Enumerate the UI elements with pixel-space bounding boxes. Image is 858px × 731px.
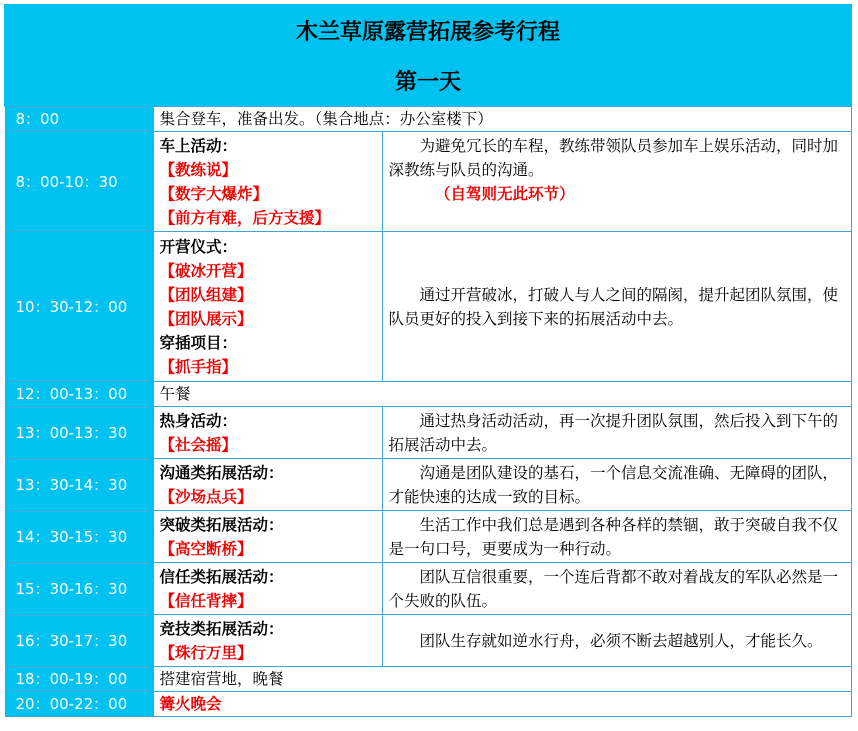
activity-cell — [153, 692, 851, 717]
activity-cell — [153, 407, 382, 459]
activity-item: 【社会摇】 — [159, 435, 238, 454]
description-text: 团队互信很重要，一个连后背都不敢对着战友的军队必然是一个失败的队伍。 — [388, 567, 839, 610]
activity-cell — [153, 132, 382, 232]
activity-item: 【高空断桥】 — [159, 539, 253, 558]
activity-label: 穿插项目： — [159, 333, 238, 352]
activity-item: 【破冰开营】 — [159, 261, 253, 280]
description-cell — [382, 232, 851, 382]
activity-item: 【抓手指】 — [159, 357, 238, 376]
description-cell — [382, 132, 851, 232]
table-row — [5, 382, 851, 407]
description-note: （自驾则无此环节） — [435, 185, 575, 203]
activity-item: 【团队展示】 — [159, 309, 253, 328]
activity-label: 沟通类拓展活动： — [159, 463, 284, 482]
description-cell — [382, 407, 851, 459]
table-row — [5, 692, 851, 717]
description-cell — [382, 459, 851, 511]
activity-label: 开营仪式： — [159, 237, 238, 256]
activity-item: 篝火晚会 — [159, 695, 222, 713]
description-text: 通过热身活动活动，再一次提升团队氛围，然后投入到下午的拓展活动中去。 — [388, 411, 839, 454]
activity-label: 车上活动： — [159, 136, 238, 155]
description-text: 团队生存就如逆水行舟，必须不断去超越别人，才能长久。 — [419, 631, 823, 650]
description-text: 生活工作中我们总是遇到各种各样的禁锢，敢于突破自我不仅是一句口号，更要成为一种行动。 — [388, 515, 839, 558]
activity-cell: 午餐 — [153, 382, 851, 407]
activity-label: 竞技类拓展活动： — [159, 619, 284, 638]
activity-item: 【团队组建】 — [159, 285, 253, 304]
page-title: 木兰草原露营拓展参考行程 — [5, 5, 851, 58]
activity-label: 信任类拓展活动： — [159, 567, 284, 586]
table-row — [5, 232, 851, 382]
table-row — [5, 615, 851, 667]
description-text: 沟通是团队建设的基石，一个信息交流准确、无障碍的团队，才能快速的达成一致的目标。 — [388, 463, 839, 506]
description-cell — [382, 511, 851, 563]
activity-cell: 搭建宿营地，晚餐 — [153, 667, 851, 692]
time-cell: 18：00-19：00 — [5, 667, 153, 692]
activity-cell — [153, 511, 382, 563]
itinerary-table — [4, 4, 852, 717]
activity-item: 【珠行万里】 — [159, 643, 253, 662]
activity-cell — [153, 615, 382, 667]
time-cell: 12：00-13：00 — [5, 382, 153, 407]
activity-cell — [153, 459, 382, 511]
activity-item: 【教练说】 — [159, 160, 238, 179]
activity-cell — [153, 563, 382, 615]
table-row — [5, 132, 851, 232]
description-text: 通过开营破冰，打破人与人之间的隔阂，提升起团队氛围，使队员更好的投入到接下来的拓展活动中去。 — [388, 285, 839, 328]
table-row — [5, 563, 851, 615]
table-row — [5, 459, 851, 511]
time-cell: 10：30-12：00 — [5, 232, 153, 382]
table-row — [5, 667, 851, 692]
activity-item: 【前方有难，后方支援】 — [159, 208, 331, 227]
time-cell: 13：30-14：30 — [5, 459, 153, 511]
time-cell: 8：00-10：30 — [5, 132, 153, 232]
activity-item: 【沙场点兵】 — [159, 487, 253, 506]
table-row — [5, 107, 851, 132]
time-cell: 13：00-13：30 — [5, 407, 153, 459]
table-row — [5, 511, 851, 563]
activity-cell: 集合登车，准备出发。（集合地点：办公室楼下） — [153, 107, 851, 132]
time-cell: 16：30-17：30 — [5, 615, 153, 667]
description-text: 为避免冗长的车程，教练带领队员参加车上娱乐活动，同时加深教练与队员的沟通。 — [388, 137, 839, 179]
activity-item: 【信任背摔】 — [159, 591, 253, 610]
description-cell — [382, 563, 851, 615]
activity-cell — [153, 232, 382, 382]
activity-item: 【数字大爆炸】 — [159, 184, 269, 203]
time-cell: 15：30-16：30 — [5, 563, 153, 615]
description-cell — [382, 615, 851, 667]
table-row — [5, 407, 851, 459]
day-heading: 第一天 — [5, 58, 851, 107]
activity-label: 突破类拓展活动： — [159, 515, 284, 534]
time-cell: 20：00-22：00 — [5, 692, 153, 717]
time-cell: 14：30-15：30 — [5, 511, 153, 563]
time-cell: 8：00 — [5, 107, 153, 132]
activity-label: 热身活动： — [159, 411, 238, 430]
itinerary-document — [4, 4, 852, 717]
